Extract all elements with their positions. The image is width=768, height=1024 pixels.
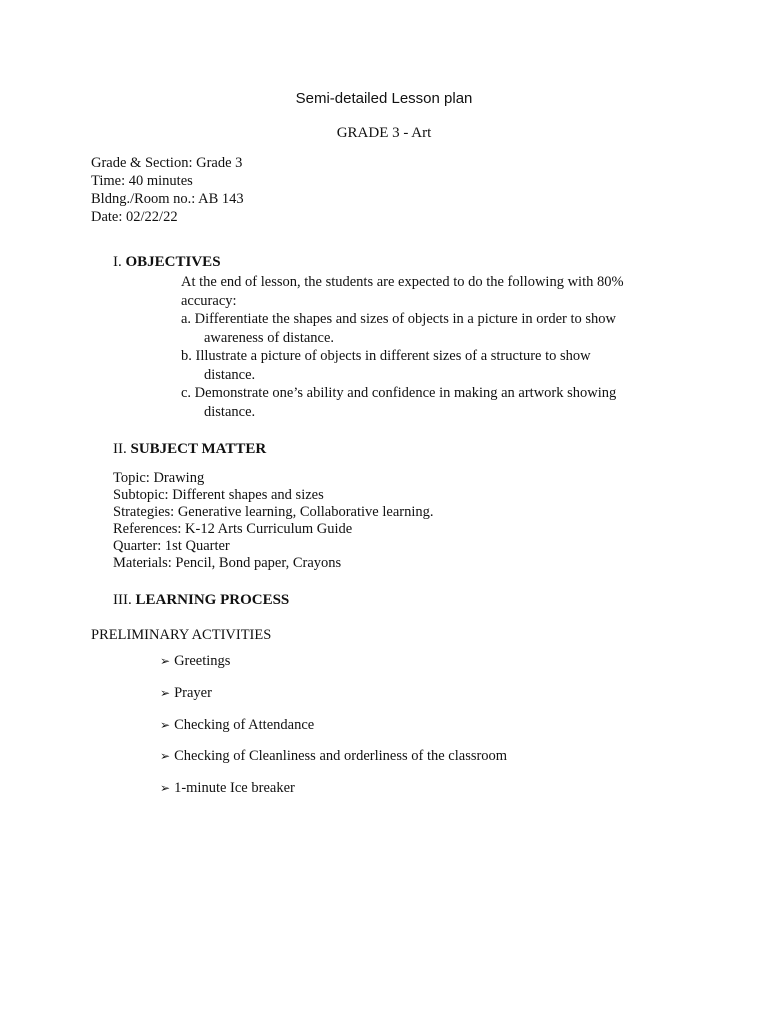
objective-a: a. Differentiate the shapes and sizes of objects in a picture in order to show [181, 311, 616, 327]
subject-subtopic: Subtopic: Different shapes and sizes [113, 487, 324, 503]
arrow-bullet-icon: ➢ [160, 718, 171, 732]
arrow-bullet-icon: ➢ [160, 654, 171, 668]
objectives-heading-text: OBJECTIVES [125, 254, 221, 270]
objectives-numeral: I. [113, 254, 122, 270]
list-item-text: Greetings [174, 653, 231, 669]
subject-matter-heading [113, 441, 266, 458]
objectives-intro-line1: At the end of lesson, the students are expected to do the following with 80% [181, 274, 624, 290]
document-title: Semi-detailed Lesson plan [295, 90, 473, 107]
objective-a-cont: awareness of distance. [204, 329, 335, 346]
subject-references: References: K-12 Arts Curriculum Guide [113, 521, 353, 537]
list-item [160, 748, 507, 765]
objectives-body [181, 273, 624, 421]
info-date: Date: 02/22/22 [91, 209, 178, 225]
info-time: Time: 40 minutes [91, 173, 193, 189]
list-item [160, 780, 295, 797]
list-item [160, 685, 212, 702]
list-item-text: 1-minute Ice breaker [174, 780, 295, 796]
learning-process-heading-text: LEARNING PROCESS [135, 592, 290, 608]
lesson-info [91, 154, 244, 226]
subject-strategies: Strategies: Generative learning, Collaborative learning. [113, 504, 434, 520]
learning-process-heading [113, 592, 289, 609]
info-room: Bldng./Room no.: AB 143 [91, 191, 244, 207]
arrow-bullet-icon: ➢ [160, 749, 171, 763]
learning-process-numeral: III. [113, 592, 132, 608]
document-subtitle: GRADE 3 - Art [336, 125, 432, 141]
subject-matter-body [113, 470, 434, 572]
objective-b-cont: distance. [204, 366, 256, 383]
subject-matter-heading-text: SUBJECT MATTER [130, 441, 267, 457]
subject-materials: Materials: Pencil, Bond paper, Crayons [113, 555, 342, 571]
arrow-bullet-icon: ➢ [160, 686, 171, 700]
objectives-intro-line2: accuracy: [181, 292, 237, 309]
arrow-bullet-icon: ➢ [160, 781, 171, 795]
preliminary-heading: PRELIMINARY ACTIVITIES [91, 627, 272, 643]
objective-b: b. Illustrate a picture of objects in different sizes of a structure to show [181, 348, 591, 364]
subject-quarter: Quarter: 1st Quarter [113, 538, 230, 554]
objective-c: c. Demonstrate one’s ability and confidence in making an artwork showing [181, 385, 617, 401]
objective-c-cont: distance. [204, 403, 256, 420]
list-item-text: Checking of Attendance [174, 717, 315, 733]
subject-matter-numeral: II. [113, 441, 127, 457]
objectives-heading [113, 254, 221, 271]
info-grade-section: Grade & Section: Grade 3 [91, 155, 243, 171]
list-item [160, 653, 230, 670]
list-item-text: Prayer [174, 685, 212, 701]
subject-topic: Topic: Drawing [113, 470, 205, 486]
list-item-text: Checking of Cleanliness and orderliness of the classroom [174, 748, 508, 764]
list-item [160, 717, 314, 734]
